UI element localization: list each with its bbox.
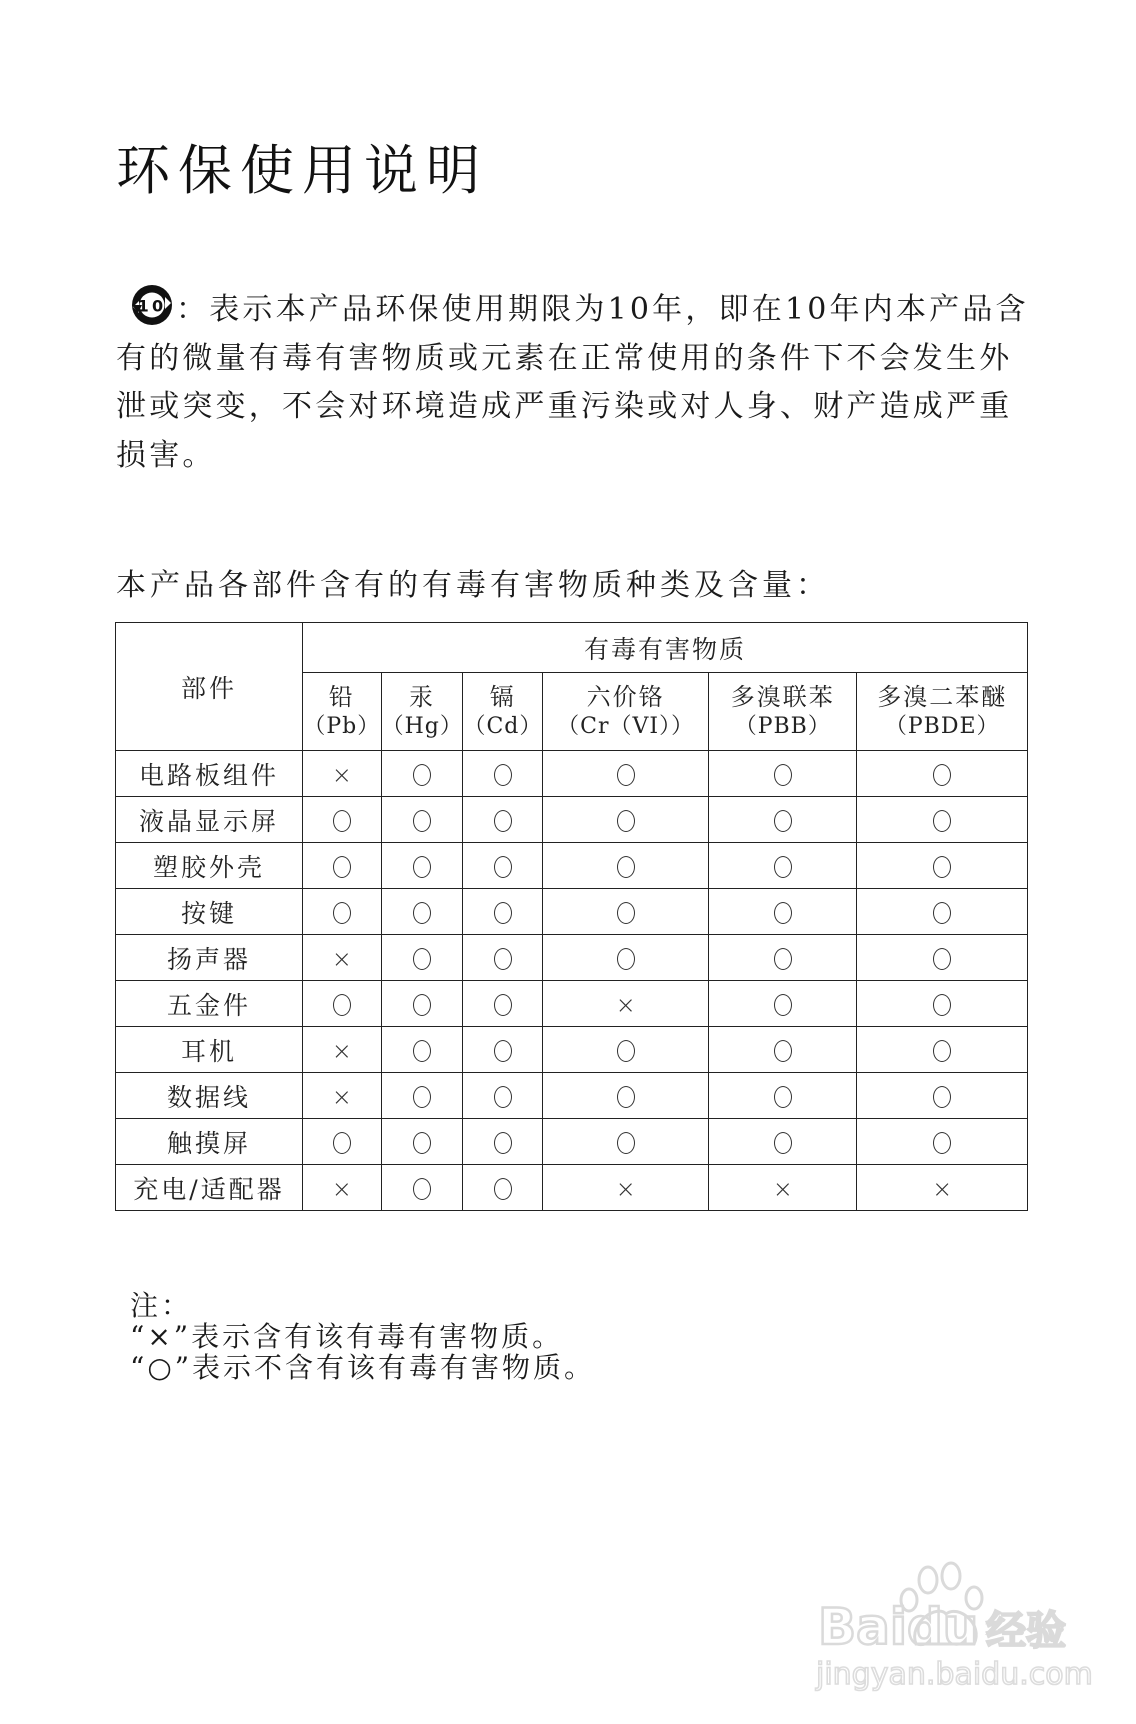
svg-text:jingyan.baidu.com: jingyan.baidu.com [816,1657,1093,1692]
not-contains-mark-icon [617,810,635,832]
substance-cell [857,1119,1028,1165]
not-contains-mark-icon [413,948,431,970]
not-contains-mark-icon [413,764,431,786]
substance-cell [381,1027,463,1073]
substance-cell [463,1027,543,1073]
substance-symbol: （Hg） [381,713,463,739]
not-contains-mark-icon [617,1132,635,1154]
substance-cell [303,843,382,889]
substance-cell [857,751,1028,797]
not-contains-mark-icon [494,1086,512,1108]
not-contains-mark-icon [933,764,951,786]
notes-section [130,1290,595,1383]
not-contains-mark-icon [933,1086,951,1108]
substance-cell [709,1027,857,1073]
not-contains-mark-icon [617,1040,635,1062]
substance-cell [857,1073,1028,1119]
substance-cell [543,1119,709,1165]
substance-header [543,673,709,751]
intro-paragraph [116,283,1036,480]
table-row [116,889,1028,935]
not-contains-mark-icon [774,902,792,924]
not-contains-mark-icon [413,994,431,1016]
substance-header [857,673,1028,751]
substance-cell [463,843,543,889]
substance-cell [463,751,543,797]
table-row [116,1073,1028,1119]
not-contains-mark-icon [933,1132,951,1154]
contains-mark-icon: × [932,1174,953,1203]
not-contains-mark-icon [617,764,635,786]
efup-10-year-icon [130,283,174,327]
substance-symbol: （Pb） [303,713,381,739]
not-contains-mark-icon [413,1132,431,1154]
substance-name: 铅 [328,682,355,711]
substance-group-header: 有毒有害物质 [303,623,1028,673]
substance-symbol: （PBDE） [884,713,1000,739]
part-column-header: 部件 [116,623,303,751]
not-contains-mark-icon [617,902,635,924]
not-contains-mark-icon [774,856,792,878]
part-name: 数据线 [116,1073,303,1119]
substance-cell [857,1027,1028,1073]
substance-cell [381,751,463,797]
contains-mark-icon: × [331,1082,352,1111]
substance-name: 镉 [489,682,516,711]
contains-mark-icon: × [331,760,352,789]
not-contains-mark-icon [494,1178,512,1200]
substance-cell [709,751,857,797]
not-contains-mark-icon [774,1086,792,1108]
contains-mark-icon: × [331,1174,352,1203]
part-name: 电路板组件 [116,751,303,797]
substance-symbol: （Cr（VI）） [557,713,695,739]
part-name: 扬声器 [116,935,303,981]
part-name: 塑胶外壳 [116,843,303,889]
not-contains-mark-icon [494,948,512,970]
not-contains-mark-icon [933,810,951,832]
contains-mark-icon: × [772,1174,793,1203]
substance-cell [303,1119,382,1165]
not-contains-mark-icon [333,810,351,832]
page-title: 环保使用说明 [116,139,488,202]
substance-cell [381,981,463,1027]
svg-text:Baidu: Baidu [818,1598,979,1656]
substance-cell [857,935,1028,981]
not-contains-mark-icon [617,1086,635,1108]
table-row [116,751,1028,797]
table-row [116,1027,1028,1073]
not-contains-mark-icon [774,810,792,832]
substance-cell [857,981,1028,1027]
not-contains-mark-icon [413,1178,431,1200]
part-name: 按键 [116,889,303,935]
substance-cell [543,1027,709,1073]
substance-cell [709,935,857,981]
substance-cell [709,981,857,1027]
not-contains-mark-icon [413,810,431,832]
substance-cell [463,1119,543,1165]
not-contains-mark-icon [774,1132,792,1154]
part-name: 触摸屏 [116,1119,303,1165]
substance-cell [303,751,382,797]
not-contains-mark-icon [494,856,512,878]
substance-header [463,673,543,751]
not-contains-mark-icon [413,1040,431,1062]
substance-cell [463,1073,543,1119]
not-contains-mark-icon [933,948,951,970]
substance-header [381,673,463,751]
svg-text:10: 10 [137,296,167,316]
substance-cell [543,889,709,935]
hazardous-substances-table [115,622,1028,1211]
substance-cell [463,889,543,935]
svg-text:经验: 经验 [986,1608,1066,1654]
substance-cell [463,1165,543,1211]
substance-cell [709,1119,857,1165]
substance-cell [543,1073,709,1119]
not-contains-mark-icon [933,1040,951,1062]
not-contains-mark-icon [413,856,431,878]
not-contains-mark-icon [333,902,351,924]
substance-cell [857,797,1028,843]
substance-cell [303,1027,382,1073]
table-caption: 本产品各部件含有的有毒有害物质种类及含量： [116,568,830,603]
substance-cell [381,889,463,935]
substance-cell [709,1073,857,1119]
not-contains-mark-icon [494,1132,512,1154]
intro-text: ：表示本产品环保使用期限为10年，即在10年内本产品含有的微量有毒有害物质或元素在正常使用的条件下不会发生外泄或突变，不会对环境造成严重污染或对人身、财产造成严重损害。 [116,292,1029,473]
not-contains-mark-icon [933,856,951,878]
contains-mark-icon: × [615,1174,636,1203]
baidu-jingyan-watermark [808,1552,1108,1702]
substance-cell [303,889,382,935]
not-contains-mark-icon [494,1040,512,1062]
part-name: 耳机 [116,1027,303,1073]
notes-label: 注： [130,1289,193,1322]
not-contains-mark-icon [617,856,635,878]
not-contains-mark-icon [933,902,951,924]
not-contains-mark-icon [333,856,351,878]
substance-cell [463,935,543,981]
substance-name: 汞 [409,682,436,711]
substance-name: 多溴二苯醚 [877,682,1008,711]
substance-cell [857,1165,1028,1211]
substance-cell [303,935,382,981]
substance-cell [303,1165,382,1211]
not-contains-mark-icon [494,810,512,832]
contains-mark-icon: × [615,990,636,1019]
substance-cell [463,797,543,843]
substance-cell [303,1073,382,1119]
substance-cell [543,797,709,843]
not-contains-mark-icon [413,1086,431,1108]
substance-symbol: （PBB） [734,713,831,739]
part-name: 充电/适配器 [116,1165,303,1211]
table-row [116,797,1028,843]
not-contains-mark-icon [333,994,351,1016]
not-contains-mark-icon [933,994,951,1016]
substance-cell [543,935,709,981]
not-contains-mark-icon [494,994,512,1016]
not-contains-mark-icon [617,948,635,970]
substance-cell [303,981,382,1027]
substance-cell [381,1073,463,1119]
substance-cell [381,935,463,981]
not-contains-mark-icon [774,764,792,786]
substance-header [709,673,857,751]
substance-cell [709,797,857,843]
part-name: 五金件 [116,981,303,1027]
part-name: 液晶显示屏 [116,797,303,843]
not-contains-mark-icon [774,948,792,970]
table-row [116,1165,1028,1211]
not-contains-mark-icon [774,994,792,1016]
substance-cell [543,843,709,889]
substance-cell [543,751,709,797]
substance-name: 多溴联苯 [730,682,835,711]
substance-cell [543,981,709,1027]
substance-header [303,673,382,751]
contains-mark-icon: × [331,944,352,973]
substance-symbol: （Cd） [463,713,543,739]
note-contains: “×”表示含有该有毒有害物质。 [130,1320,564,1353]
table-row [116,935,1028,981]
table-row [116,981,1028,1027]
contains-mark-icon: × [331,1036,352,1065]
substance-cell [303,797,382,843]
substance-name: 六价铬 [586,682,665,711]
substance-cell [381,843,463,889]
not-contains-mark-icon [494,764,512,786]
substance-cell [857,843,1028,889]
substance-cell [709,1165,857,1211]
substance-cell [463,981,543,1027]
not-contains-mark-icon [333,1132,351,1154]
note-not-contains: “○”表示不含有该有毒有害物质。 [130,1351,596,1384]
not-contains-mark-icon [774,1040,792,1062]
substance-cell [381,797,463,843]
not-contains-mark-icon [494,902,512,924]
substance-cell [381,1165,463,1211]
substance-cell [381,1119,463,1165]
table-row [116,1119,1028,1165]
substance-cell [543,1165,709,1211]
substance-cell [709,843,857,889]
substance-cell [857,889,1028,935]
not-contains-mark-icon [413,902,431,924]
table-row [116,843,1028,889]
substance-cell [709,889,857,935]
